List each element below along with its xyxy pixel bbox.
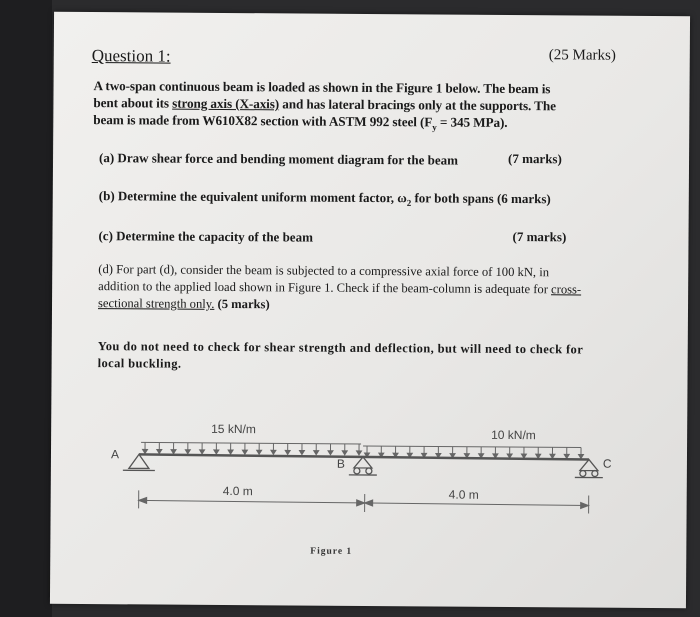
left-udl-arrowhead <box>271 450 276 454</box>
left-udl-arrowhead <box>228 450 233 454</box>
support-b-label: B <box>336 456 345 471</box>
left-udl-arrowhead <box>185 450 190 454</box>
left-udl-arrowhead <box>171 450 176 454</box>
left-udl-arrowhead <box>285 450 290 454</box>
left-udl-arrowhead <box>356 451 361 455</box>
intro-line-3: beam is made from W610X82 section with ASTM 992 steel ($F_y = 345$ MPa). <box>93 112 508 133</box>
question-sheet <box>50 12 690 608</box>
part-c-marks: (7 marks) <box>512 228 567 245</box>
load-right-label: 10 kN/m <box>491 427 536 443</box>
beam-figure <box>111 412 612 520</box>
strong-axis-text: strong axis (X-axis) <box>172 95 280 112</box>
intro-line-1: A two-span continuous beam is loaded as shown in the Figure 1 below. The beam is <box>93 78 551 97</box>
left-udl-arrowhead <box>214 450 219 454</box>
support-a-pin <box>123 454 155 470</box>
part-a: (a) Draw shear force and bending moment diagram for the beam <box>99 150 459 168</box>
left-udl-arrowhead <box>314 451 319 455</box>
left-udl-arrows <box>141 442 362 455</box>
note-line-1: You do not need to check for shear strength and deflection, but will need to check for <box>97 339 584 357</box>
support-c-label: C <box>602 456 612 471</box>
part-d-line-3: sectional strength only. (5 marks) <box>97 296 270 312</box>
part-a-marks: (7 marks) <box>508 150 562 167</box>
right-udl-arrowhead <box>578 454 583 458</box>
part-c: (c) Determine the capacity of the beam <box>98 228 313 245</box>
left-udl-arrowhead <box>200 450 205 454</box>
left-udl-arrowhead <box>257 450 262 454</box>
total-marks: (25 Marks) <box>548 47 616 64</box>
span-right-dimension: 4.0 m <box>448 487 479 502</box>
intro-line-2: bent about its strong axis (X-axis) and has lateral bracings only at the supports. The <box>93 95 556 114</box>
span-left-dimension: 4.0 m <box>222 483 253 499</box>
left-udl-arrowhead <box>242 450 247 454</box>
left-udl-arrowhead <box>342 451 347 455</box>
left-udl-arrowhead <box>299 451 304 455</box>
right-udl-arrowhead <box>564 454 569 458</box>
dimension-lines <box>139 487 589 513</box>
left-udl-arrowhead <box>328 451 333 455</box>
load-left-label: 15 kN/m <box>211 421 256 437</box>
right-udl-arrowhead <box>521 454 526 458</box>
right-udl-arrowhead <box>536 454 541 458</box>
support-b-roller <box>349 457 377 475</box>
left-udl-arrowhead <box>142 449 147 453</box>
part-d-line-1: (d) For part (d), consider the beam is subjected to a compressive axial force of 100 kN, in <box>98 262 550 280</box>
question-title: Question 1: <box>91 46 171 66</box>
support-c-roller <box>575 459 603 477</box>
part-b: (b) Determine the equivalent uniform moment factor, $\omega_2$ for both spans (6 marks) <box>98 188 551 208</box>
note-line-2: local buckling. <box>97 356 182 371</box>
part-d-line-2: addition to the applied load shown in Figure 1. Check if the beam-column is adequate for cross- <box>98 279 582 297</box>
support-a-label: A <box>110 447 120 462</box>
left-udl-arrowhead <box>157 450 162 454</box>
figure-caption: Figure 1 <box>310 546 353 557</box>
right-udl-arrowhead <box>550 454 555 458</box>
background-edge <box>0 0 52 617</box>
